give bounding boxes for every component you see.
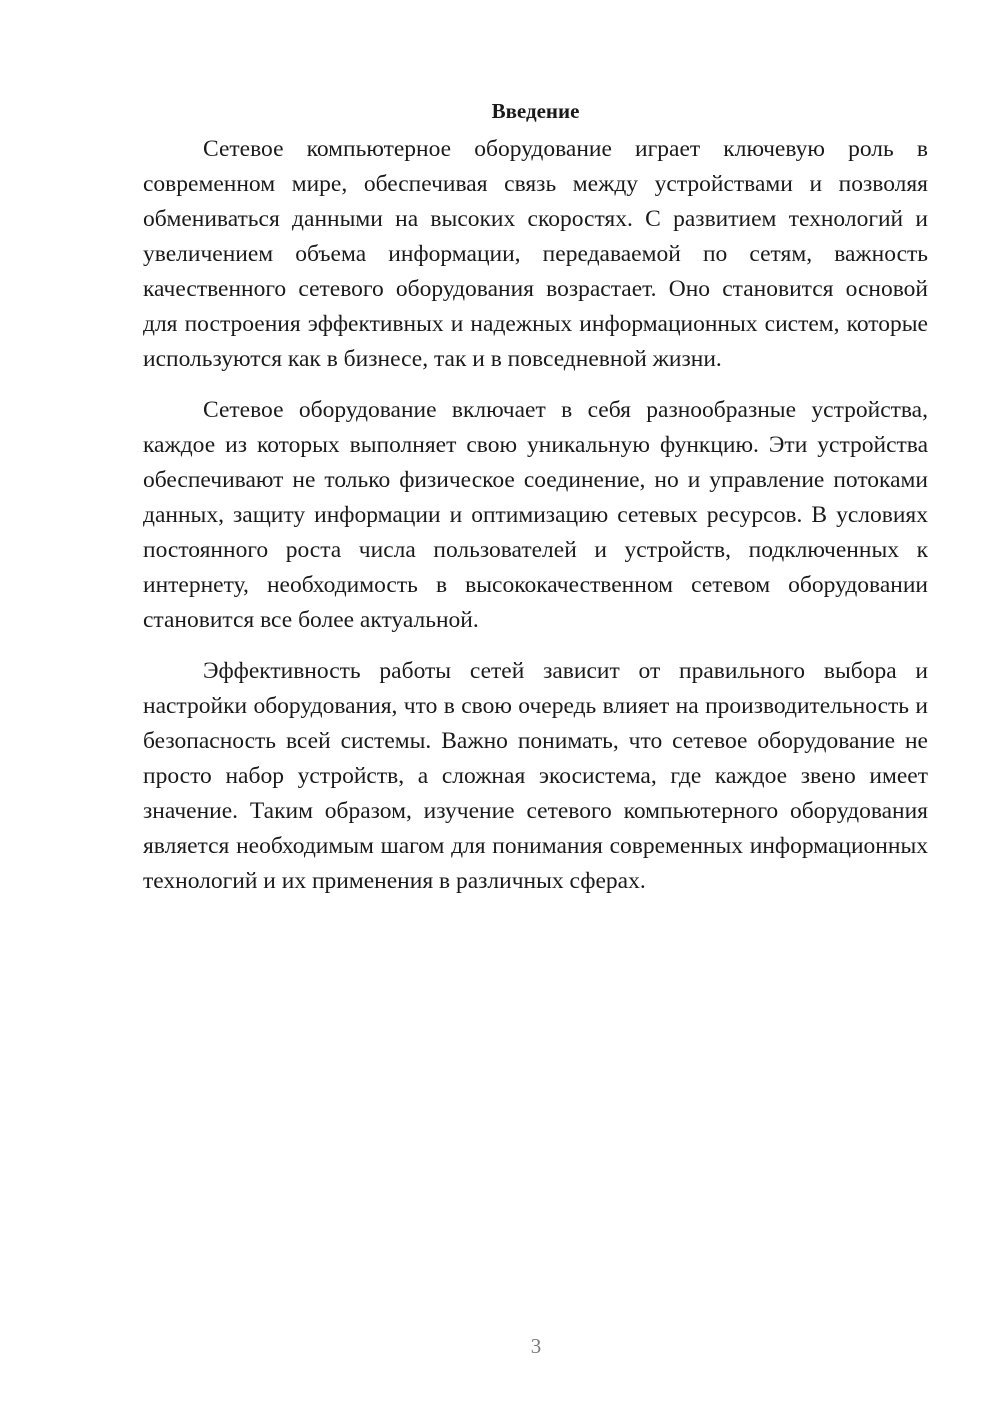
page-number: 3	[530, 1334, 542, 1358]
paragraph-3: Эффективность работы сетей зависит от правильного выбора и настройки оборудования, что в свою очередь влияет на производительность и безопасность всей системы. Важно понимать, что сетевое оборудование не просто набор устройств, а сложная экосистема, где каждое звено имеет значение. Таким образом, изучение сетевого компьютерного оборудования является необходимым шагом для понимания современных информационных технологий и их применения в различных сферах.	[143, 658, 928, 894]
page-content	[143, 96, 928, 915]
section-heading: Введение	[491, 99, 580, 123]
paragraph-2: Сетевое оборудование включает в себя разнообразные устройства, каждое из которых выполняет свою уникальную функцию. Эти устройства обеспечивают не только физическое соединение, но и управление потоками данных, защиту информации и оптимизацию сетевых ресурсов. В условиях постоянного роста числа пользователей и устройств, подключенных к интернету, необходимость в высококачественном сетевом оборудовании становится все более актуальной.	[143, 397, 928, 633]
paragraph-1: Сетевое компьютерное оборудование играет ключевую роль в современном мире, обеспечивая связь между устройствами и позволяя обмениваться данными на высоких скоростях. С развитием технологий и увеличением объема информации, передаваемой по сетям, важность качественного сетевого оборудования возрастает. Оно становится основой для построения эффективных и надежных информационных систем, которые используются как в бизнесе, так и в повседневной жизни.	[143, 136, 928, 372]
